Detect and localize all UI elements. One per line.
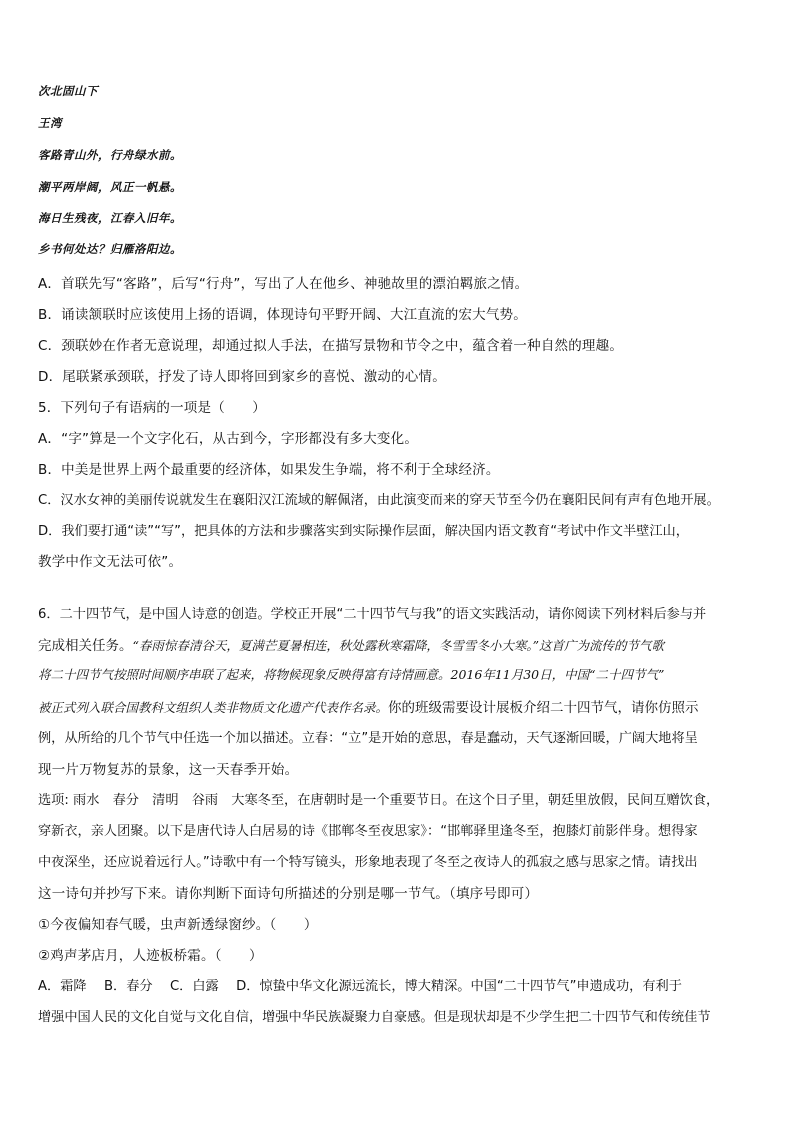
q6-text: 完成相关任务。 [38,638,133,654]
poem-line: 乡书何处达？归雁洛阳边。 [38,242,182,256]
q6-line: 6．二十四节气，是中国人诗意的创造。学校正开展“二十四节气与我”的语文实践活动，请你阅读下列材料后参与并 [38,607,707,622]
q6-quote: 被正式列入联合国教科文组织人类非物质文化遗产代表作名录。 [38,700,389,715]
q6-line: 中夜深坐，还应说着远行人。”诗歌中有一个特写镜头，形象地表现了冬至之夜诗人的孤寂之感与思家之情。请找出 [38,855,698,870]
q5-option-a: A．“字”算是一个文字化石，从古到今，字形都没有多大变化。 [38,431,419,447]
q6-quote-line: 将二十四节气按照时间顺序串联了起来，将物候现象反映得富有诗情画意。2016年11月30日，中国“二十四节气” [38,667,665,682]
poem-line: 潮平两岸阔，风正一帆悬。 [38,180,182,194]
q6-line: 穿新衣，亲人团聚。以下是唐代诗人白居易的诗《邯郸冬至夜思家》：“邯郸驿里逢冬至，抱膝灯前影伴身。想得家 [38,824,698,839]
q5-stem: 5．下列句子有语病的一项是（ ） [38,400,266,416]
poem-title: 次北固山下 [38,84,98,98]
q6-item-2: ②鸡声茅店月，人迹板桥霜。（ ） [38,948,263,964]
q6-line: A．霜降 B．春分 C．白露 D．惊蛰中华文化源远流长，博大精深。中国“二十四节气”申遗成功，有利于 [38,979,682,994]
poem-line: 海日生残夜，江春入旧年。 [38,211,182,225]
q4-option-c: C．颈联妙在作者无意说理，却通过拟人手法，在描写景物和节令之中，蕴含着一种自然的理趣。 [38,338,624,354]
q6-line: 选项: 雨水 春分 清明 谷雨 大寒冬至，在唐朝时是一个重要节日。在这个日子里，朝廷里放假，民间互赠饮食， [38,793,720,808]
q6-line: 例，从所给的几个节气中任选一个加以描述。立春：“立”是开始的意思，春是蠢动，天气逐渐回暖，广阔大地将呈 [38,731,698,746]
q6-line [38,634,664,654]
q6-quote: “春雨惊春清谷天，夏满芒夏暑相连，秋处露秋寒霜降，冬雪雪冬小大寒。”这首广为流传的节气歌 [132,638,665,653]
q4-option-a: A．首联先写“客路”，后写“行舟”，写出了人在他乡、神驰故里的漂泊羁旅之情。 [38,276,529,292]
q6-item-1: ①今夜偏知春气暖，虫声新透绿窗纱。（ ） [38,917,318,933]
q6-line: 这一诗句并抄写下来。请你判断下面诗句所描述的分别是哪一节气。（填序号即可） [38,886,539,902]
q5-option-d-cont: 教学中作文无法可依”。 [38,554,183,570]
q6-line: 现一片万物复苏的景象，这一天春季开始。 [38,762,299,778]
q5-option-c: C．汉水女神的美丽传说就发生在襄阳汉江流域的解佩渚，由此演变而来的穿天节至今仍在襄阳民间有声有色地开展。 [38,493,720,508]
q5-option-b: B．中美是世界上两个最重要的经济体，如果发生争端，将不利于全球经济。 [38,462,500,478]
q6-text: 你的班级需要设计展板介绍二十四节气，请你仿照示 [388,700,699,716]
poem-line: 客路青山外，行舟绿水前。 [38,148,182,162]
q6-line [38,696,699,716]
poem-author: 王湾 [38,116,62,130]
q6-line: 增强中国人民的文化自觉与文化自信，增强中华民族凝聚力自豪感。但是现状却是不少学生把二十四节气和传统佳节 [38,1010,711,1025]
q4-option-b: B．诵读颔联时应该使用上扬的语调，体现诗句平野开阔、大江直流的宏大气势。 [38,307,527,323]
q5-option-d: D．我们要打通“读”“写”，把具体的方法和步骤落实到实际操作层面，解决国内语文教育“考试中作文半壁江山， [38,524,689,539]
q4-option-d: D．尾联紧承颈联，抒发了诗人即将回到家乡的喜悦、激动的心情。 [38,369,446,385]
